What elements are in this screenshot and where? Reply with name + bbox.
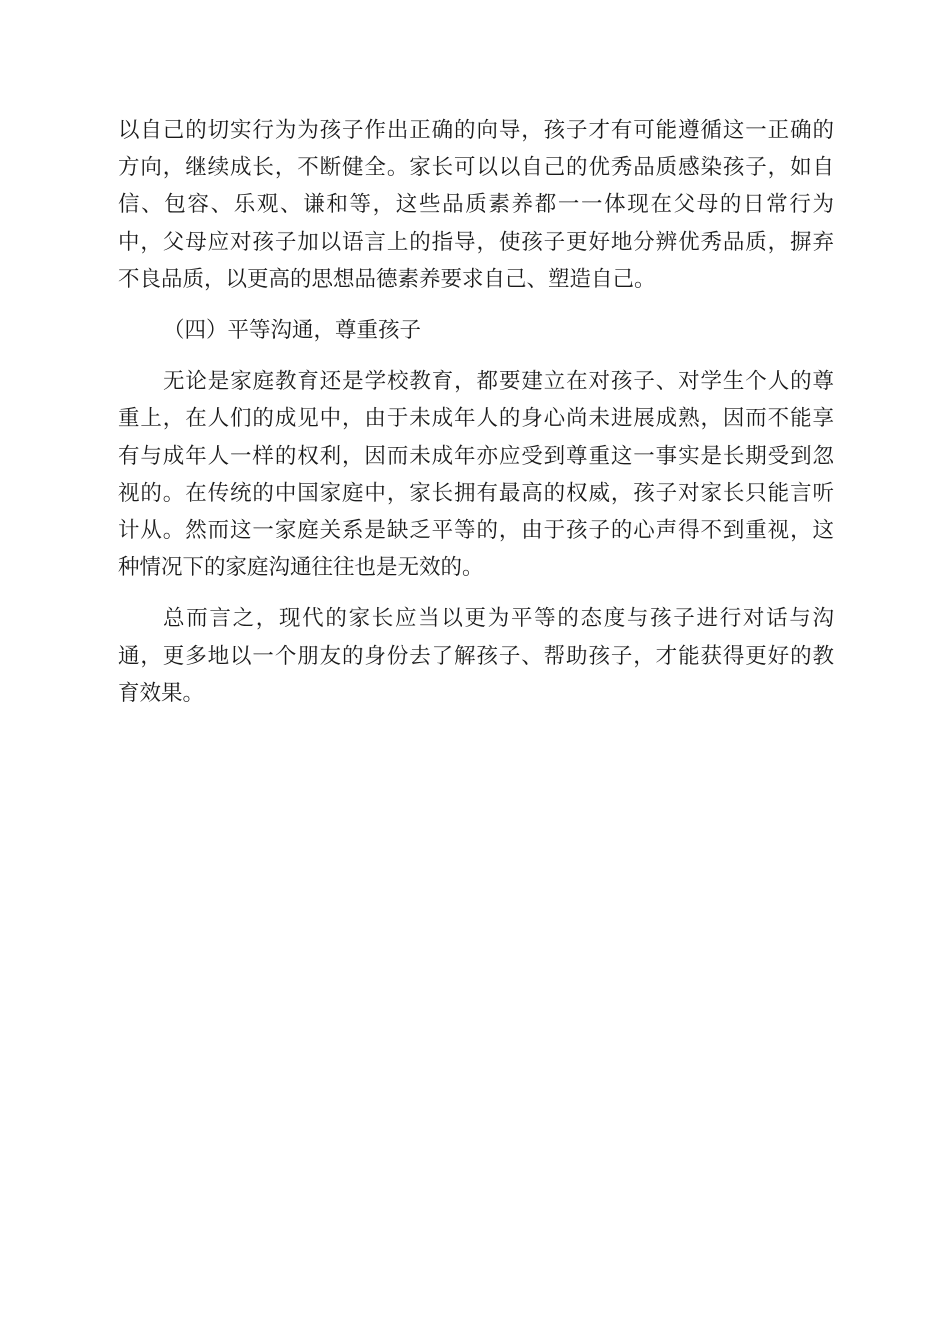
text-line: 重上，在人们的成见中，由于未成年人的身心尚未进展成熟，因而不能享	[118, 406, 834, 432]
section-heading: （四）平等沟通，尊重孩子	[163, 318, 422, 344]
text-line: 有与成年人一样的权利，因而未成年亦应受到尊重这一事实是长期受到忽	[118, 443, 834, 469]
paragraph-conclusion	[118, 600, 834, 712]
text-line: 方向，继续成长，不断健全。家长可以以自己的优秀品质感染孩子，如自	[118, 155, 834, 181]
paragraph-continued	[118, 112, 834, 298]
text-line: 计从。然而这一家庭关系是缺乏平等的，由于孩子的心声得不到重视，这	[118, 518, 834, 544]
text-line: 信、包容、乐观、谦和等，这些品质素养都一一体现在父母的日常行为	[118, 192, 834, 218]
text-line: 视的。在传统的中国家庭中，家长拥有最高的权威，孩子对家长只能言听	[118, 480, 834, 506]
text-line: 无论是家庭教育还是学校教育，都要建立在对孩子、对学生个人的尊	[163, 369, 834, 395]
text-line: 种情况下的家庭沟通往往也是无效的。	[118, 555, 484, 581]
text-line: 总而言之，现代的家长应当以更为平等的态度与孩子进行对话与沟	[163, 606, 834, 632]
document-body	[118, 112, 834, 726]
text-line: 育效果。	[118, 680, 205, 706]
text-line: 以自己的切实行为为孩子作出正确的向导，孩子才有可能遵循这一正确的	[118, 118, 834, 143]
text-line: 不良品质，以更高的思想品德素养要求自己、塑造自己。	[118, 266, 656, 292]
text-line: 中，父母应对孩子加以语言上的指导，使孩子更好地分辨优秀品质，摒弃	[118, 229, 834, 255]
paragraph-respect	[118, 363, 834, 586]
text-line: 通，更多地以一个朋友的身份去了解孩子、帮助孩子，才能获得更好的教	[118, 643, 834, 669]
